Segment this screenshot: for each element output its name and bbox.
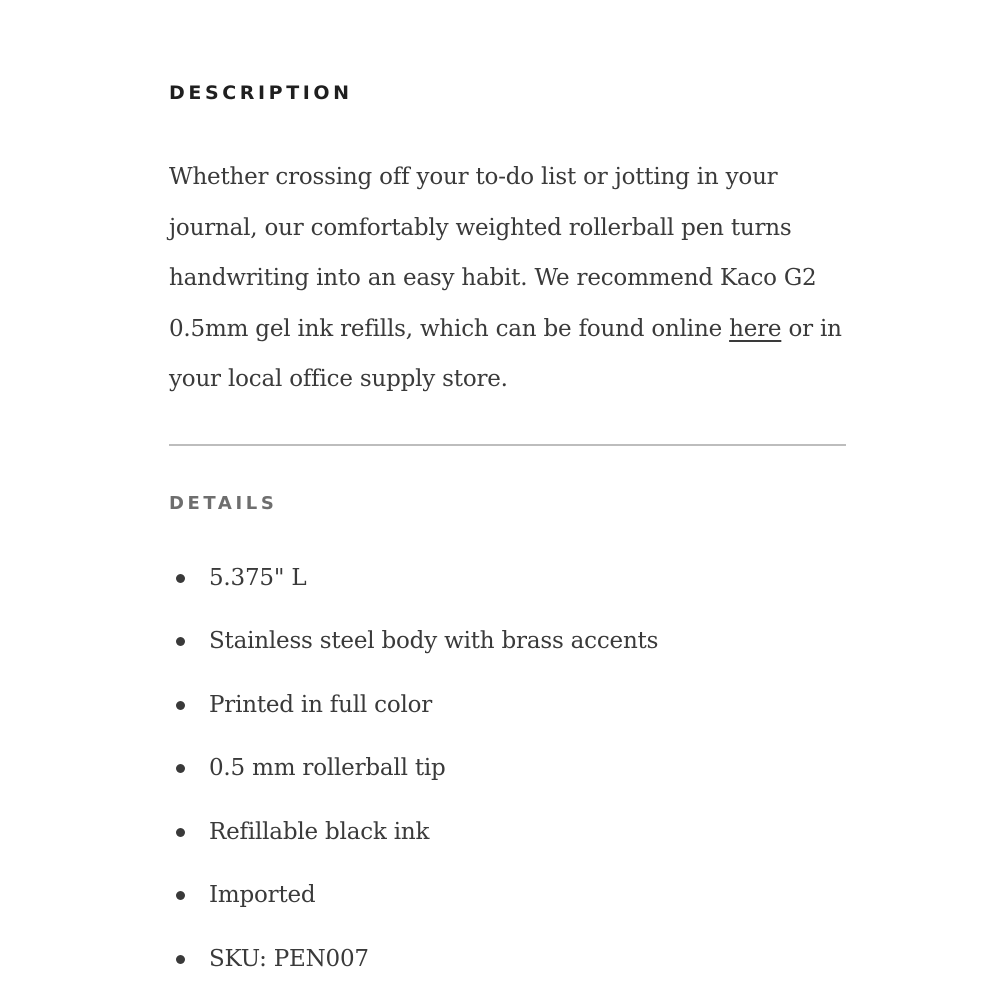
bullet-icon <box>176 828 185 837</box>
details-list-item <box>169 864 846 928</box>
details-list-item <box>169 674 846 738</box>
details-item-text: Printed in full color <box>209 691 433 718</box>
details-list-item <box>169 928 846 992</box>
details-heading: DETAILS <box>169 492 278 514</box>
details-item-text: SKU: PEN007 <box>209 946 369 973</box>
description-text-before-link: Whether crossing off your to-do list or jotting in your journal, our comfortably weighted rollerball pen turns handwriting into an easy habit. We recommend Kaco G2 0.5mm gel ink refills, which can be found online <box>169 164 817 342</box>
description-text-after-link: or in your local office supply store. <box>169 315 842 392</box>
description-section <box>169 78 846 405</box>
details-list-item <box>169 737 846 801</box>
bullet-icon <box>176 574 185 583</box>
bullet-icon <box>176 891 185 900</box>
details-list-item <box>169 547 846 611</box>
description-heading: DESCRIPTION <box>169 82 353 104</box>
details-list-item <box>169 610 846 674</box>
bullet-icon <box>176 955 185 964</box>
details-item-text: Imported <box>209 882 316 909</box>
product-info-content <box>169 78 846 992</box>
bullet-icon <box>176 701 185 710</box>
details-list <box>169 547 846 992</box>
details-section <box>169 489 846 992</box>
details-item-text: 0.5 mm rollerball tip <box>209 755 446 782</box>
bullet-icon <box>176 764 185 773</box>
details-item-text: Refillable black ink <box>209 818 430 845</box>
refills-link[interactable]: here <box>729 315 782 342</box>
details-item-text: 5.375" L <box>209 564 307 591</box>
details-list-item <box>169 801 846 865</box>
details-item-text: Stainless steel body with brass accents <box>209 628 659 655</box>
description-text <box>169 152 846 405</box>
section-divider <box>169 444 846 446</box>
bullet-icon <box>176 637 185 646</box>
